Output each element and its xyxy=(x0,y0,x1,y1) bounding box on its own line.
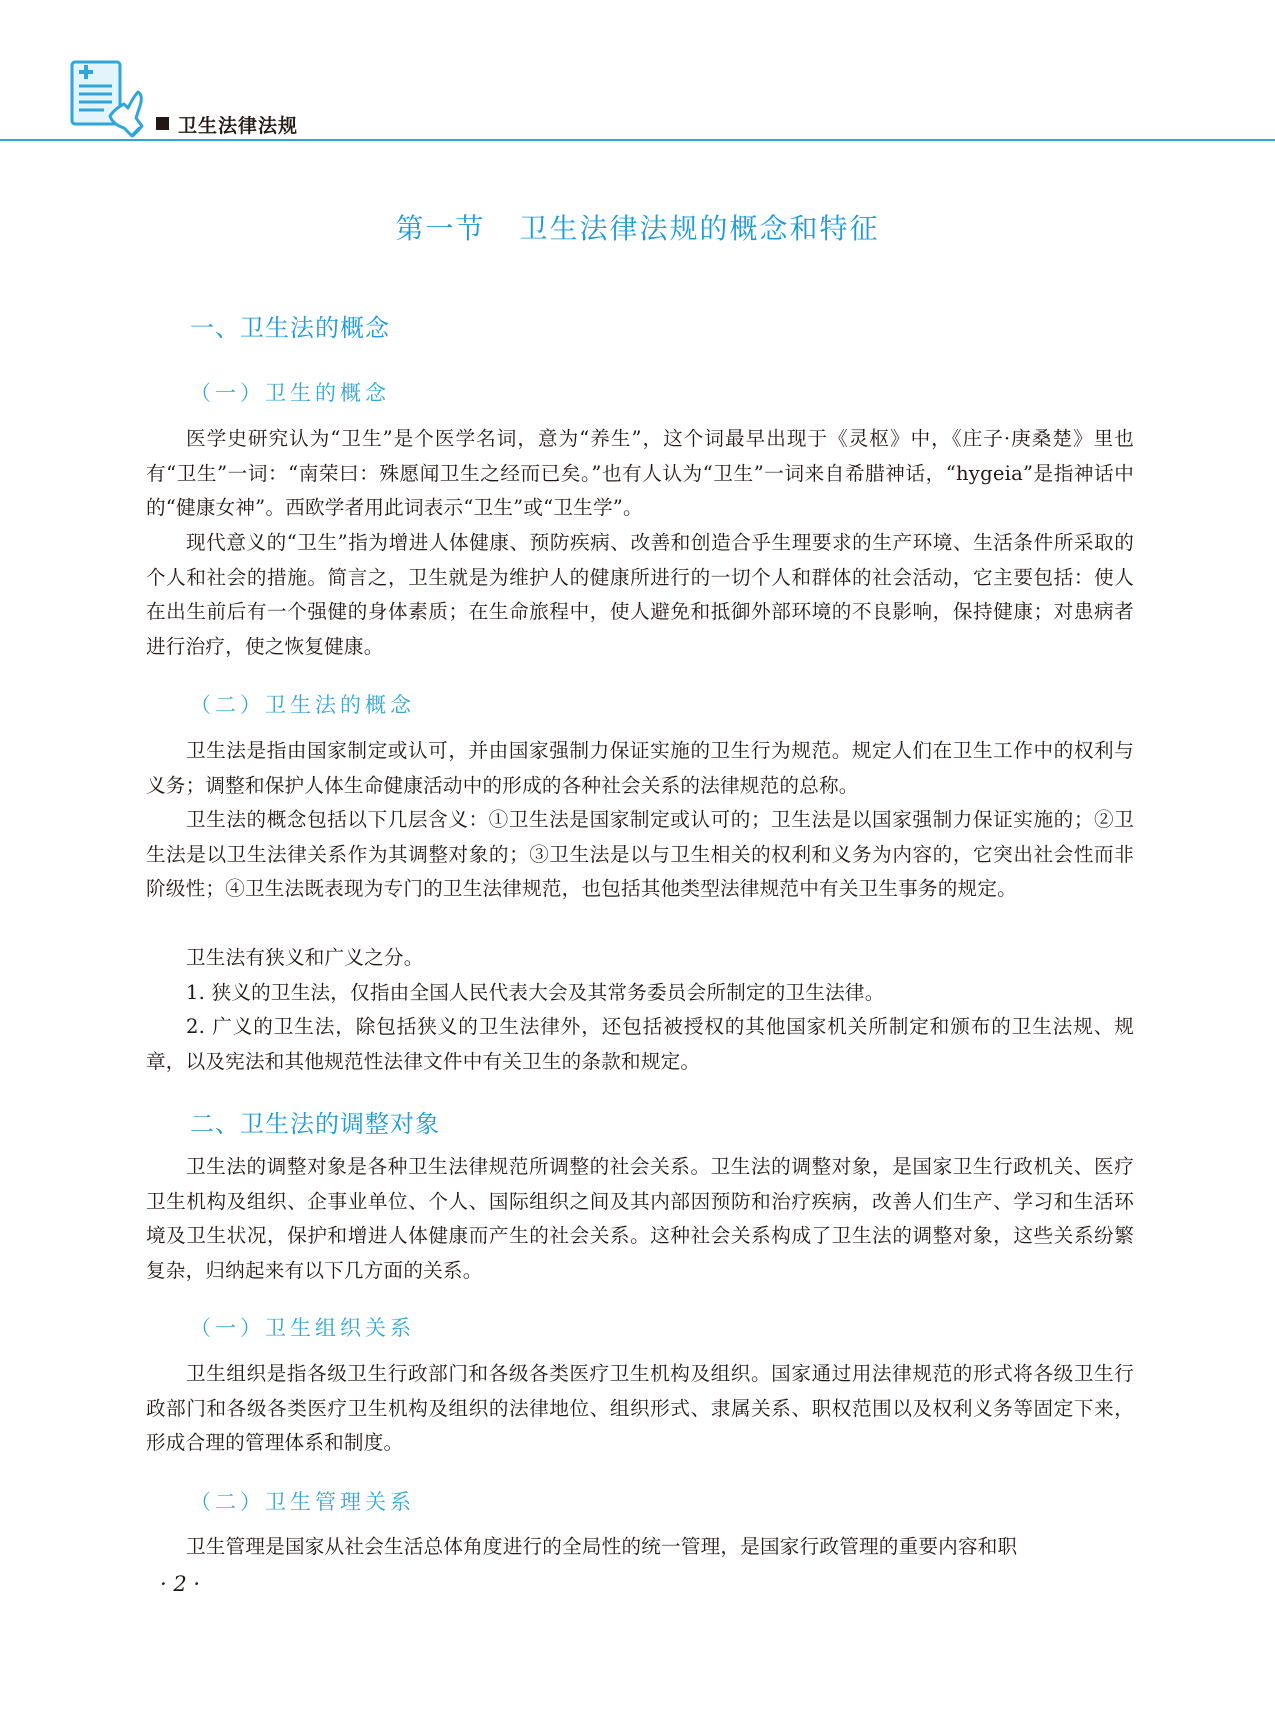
heading-adjustment-object: 二、卫生法的调整对象 xyxy=(190,1110,440,1138)
section-number: 第一节 xyxy=(395,212,486,245)
subheading-health-organization: （一）卫生组织关系 xyxy=(190,1316,415,1340)
page-number: · 2 · xyxy=(160,1572,201,1596)
medical-document-hand-icon xyxy=(70,60,148,142)
paragraph-health-etymology: 医学史研究认为“卫生”是个医学名词，意为“养生”，这个词最早出现于《灵枢》中，《庄子·庚桑楚》里也有“卫生”一词：“南荣曰：殊愿闻卫生之经而已矣。”也有人认为“卫生”一词来自希腊神话，“hygeia”是指神话中的“健康女神”。西欧学者用此词表示“卫生”或“卫生学”。 xyxy=(146,427,1134,519)
paragraph-health-organization: 卫生组织是指各级卫生行政部门和各级各类医疗卫生机构及组织。国家通过用法律规范的形式将各级卫生行政部门和各级各类医疗卫生机构及组织的法律地位、组织形式、隶属关系、职权范围以及权利义务等固定下来，形成合理的管理体系和制度。 xyxy=(146,1362,1134,1454)
paragraph-broad-sense: 2. 广义的卫生法，除包括狭义的卫生法律外，还包括被授权的其他国家机关所制定和颁布的卫生法规、规章，以及宪法和其他规范性法律文件中有关卫生的条款和规定。 xyxy=(146,1015,1134,1073)
paragraph-health-law-meanings: 卫生法的概念包括以下几层含义：①卫生法是国家制定或认可的；卫生法是以国家强制力保证实施的；②卫生法是以卫生法律关系作为其调整对象的；③卫生法是以与卫生相关的权利和义务为内容的，它突出社会性而非阶级性；④卫生法既表现为专门的卫生法律规范，也包括其他类型法律规范中有关卫生事务的规定。 xyxy=(146,808,1134,900)
paragraph-narrow-broad: 卫生法有狭义和广义之分。 xyxy=(186,946,424,969)
paragraph-narrow-sense: 1. 狭义的卫生法，仅指由全国人民代表大会及其常务委员会所制定的卫生法律。 xyxy=(186,981,885,1004)
subheading-concept-of-health: （一）卫生的概念 xyxy=(190,381,390,405)
section-title xyxy=(0,207,1275,247)
subheading-concept-of-health-law: （二）卫生法的概念 xyxy=(190,693,415,717)
subheading-health-management: （二）卫生管理关系 xyxy=(190,1490,415,1514)
paragraph-modern-health: 现代意义的“卫生”指为增进人体健康、预防疾病、改善和创造合乎生理要求的生产环境、生活条件所采取的个人和社会的措施。简言之，卫生就是为维护人的健康所进行的一切个人和群体的社会活动，它主要包括：使人在出生前后有一个强健的身体素质；在生命旅程中，使人避免和抵御外部环境的不良影响，保持健康；对患病者进行治疗，使之恢复健康。 xyxy=(146,531,1134,658)
heading-concept-of-health-law: 一、卫生法的概念 xyxy=(190,314,390,342)
section-title-text: 卫生法律法规的概念和特征 xyxy=(519,212,880,245)
paragraph-health-law-definition: 卫生法是指由国家制定或认可，并由国家强制力保证实施的卫生行为规范。规定人们在卫生工作中的权利与义务；调整和保护人体生命健康活动中的形成的各种社会关系的法律规范的总称。 xyxy=(146,739,1134,797)
paragraph-health-management: 卫生管理是国家从社会生活总体角度进行的全局性的统一管理，是国家行政管理的重要内容和职 xyxy=(186,1535,1018,1558)
paragraph-adjustment-object: 卫生法的调整对象是各种卫生法律规范所调整的社会关系。卫生法的调整对象，是国家卫生行政机关、医疗卫生机构及组织、企事业单位、个人、国际组织之间及其内部因预防和治疗疾病，改善人们生产、学习和生活环境及卫生状况，保护和增进人体健康而产生的社会关系。这种社会关系构成了卫生法的调整对象，这些关系纷繁复杂，归纳起来有以下几方面的关系。 xyxy=(146,1155,1134,1282)
header-square-bullet xyxy=(156,117,169,130)
running-header-title: 卫生法律法规 xyxy=(178,115,299,137)
header-divider xyxy=(0,139,1275,141)
